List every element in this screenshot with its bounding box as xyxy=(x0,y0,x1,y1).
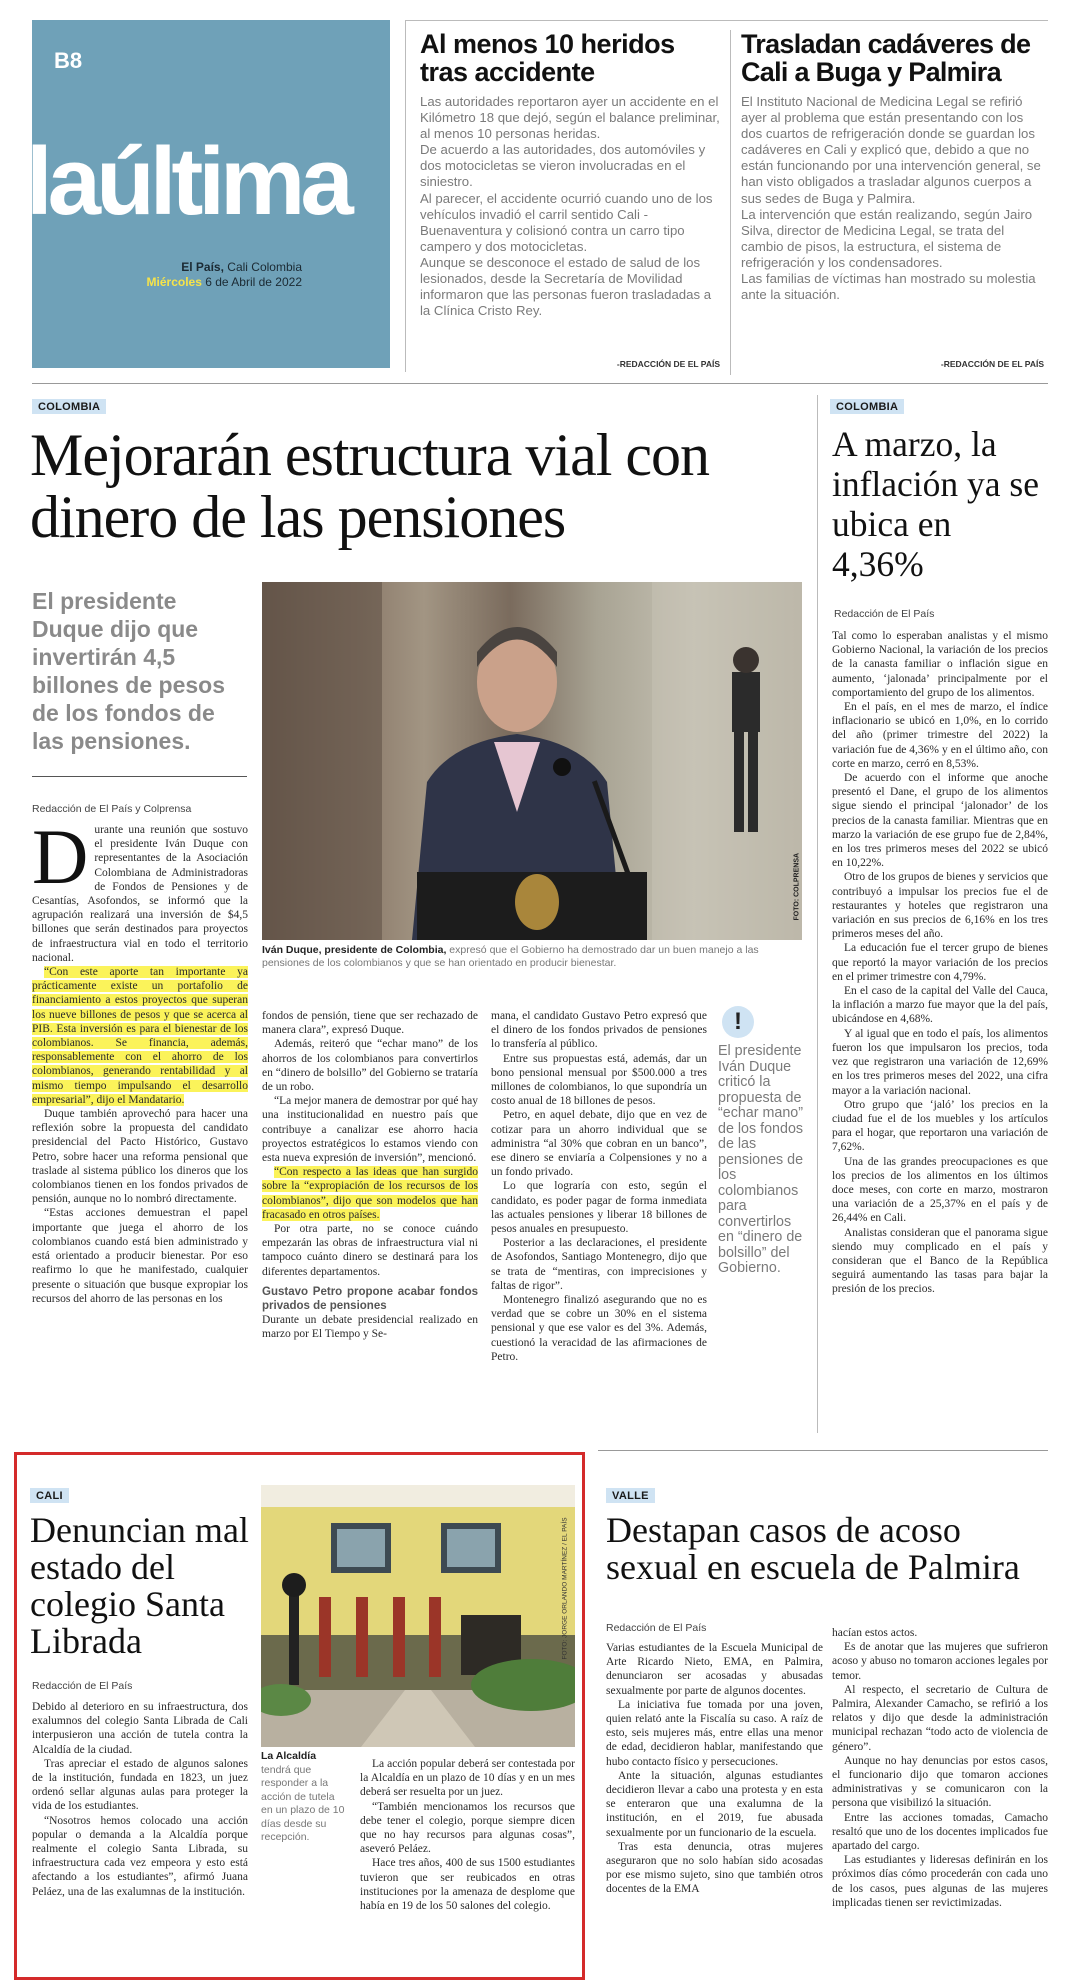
section-tag: VALLE xyxy=(606,1488,655,1503)
brief-body xyxy=(420,94,720,319)
photo-credit: FOTO: COLPRENSA xyxy=(793,852,801,921)
paragraph: Entre sus propuestas está, además, dar un bono pensional mensual por $500.000 a tres millones de colombianos, lo que supondría un costo anual de 18 billones de pesos. xyxy=(491,1052,707,1108)
paragraph: “Nosotros hemos colocado una acción popular o demanda a la Alcaldía porque realmente el colegio Santa Librada, su infraestructura cada vez empeora y esto está afectando a los estudiantes”, afirmó Juana Peláez, una de las exalumnas de la institución. xyxy=(32,1814,248,1898)
paragraph: Tras apreciar el estado de algunos salones de la institución, fundada en 1823, un juez ordenó sellar algunas aulas para proteger la vida de los estudiantes. xyxy=(32,1757,248,1813)
school-column-1 xyxy=(32,1700,248,1899)
masthead-panel xyxy=(26,20,390,368)
paragraph: Tras esta denuncia, otras mujeres aseguraron que no solo habían sido acosadas por ese mismo sujeto, sino que también otros docentes de la EMA xyxy=(606,1840,823,1896)
paragraph: La educación fue el tercer grupo de bienes que reportó la mayor variación de los precios en el primer trimestre con 4,79%. xyxy=(832,942,1048,983)
caption-text: tendrá que responder a la acción de tutela en un plazo de 10 días desde su recepción. xyxy=(261,1763,345,1843)
school-byline: Redacción de El País xyxy=(32,1680,133,1692)
paragraph: De acuerdo a las autoridades, dos automóviles y dos motocicletas se vieron involucradas en el siniestro. xyxy=(420,142,706,190)
city: Cali Colombia xyxy=(227,260,302,274)
paragraph: Varias estudiantes de la Escuela Municipal de Arte Ricardo Nieto, EMA, en Palmira, denunciaron ser acosadas y abusadas sexualmente por parte de algunos docentes. xyxy=(606,1642,823,1697)
drop-cap: D xyxy=(32,813,89,900)
paragraph: La acción popular deberá ser contestada por la Alcaldía en un plazo de 10 días y en un mes deberá ser resuelta por un juez. xyxy=(360,1758,575,1799)
main-byline: Redacción de El País y Colprensa xyxy=(32,803,192,815)
paragraph: La intervención que están realizando, según Jairo Silva, director de Medicina Legal, se trata del cambio de pisos, la estructura, el sistema de refrigeración y los condensadores. xyxy=(741,206,1033,270)
divider xyxy=(405,20,1048,21)
harassment-headline: Destapan casos de acoso sexual en escuela de Palmira xyxy=(606,1510,1020,1587)
paragraph: Otro grupo que ‘jaló’ los precios en la ciudad fue el de los muebles y los artículos para el hogar, que reportaron una variación de 7,62%. xyxy=(832,1098,1048,1154)
paragraph: Petro, en aquel debate, dijo que en vez de cotizar para un ahorro individual que se administra “al 30% que cobran en un banco”, ese dinero se enviaría a Colpensiones y no a un fondo privado. xyxy=(491,1109,707,1179)
paragraph: Y al igual que en todo el país, los alimentos fueron los que impulsaron los precios, toda vez que registraron una variación de 12,69% en los tres primeros meses del 2022, una cifra mayor a la variación nacional. xyxy=(832,1027,1048,1097)
paragraph: urante una reunión que sostuvo el presidente Iván Duque con representantes de la Asociación Colombiana de Administradoras de Fondos de Pensiones y de Cesantías, Asofondos, se informó que la agrupación realizará una inversión de $4,5 billones que serán destinados para proyectos de infraestructura vial en todo el territorio nacional. xyxy=(32,824,248,964)
divider xyxy=(730,30,731,375)
paragraph: Ante la situación, algunas estudiantes decidieron llevar a cabo una protesta y en esta se enteraron que una exalumna de la institución, en el 2019, fue abusada sexualmente por un funcionario de la escuela. xyxy=(606,1769,823,1839)
date: 6 de Abril de 2022 xyxy=(205,275,302,289)
inflation-headline: A marzo, la inflación ya se ubica en 4,36% xyxy=(832,424,1040,584)
divider xyxy=(32,383,1048,384)
pullquote xyxy=(718,1006,808,1277)
paragraph: mana, el candidato Gustavo Petro expresó que el dinero de los fondos privados de pensiones lo transfería al público. xyxy=(491,1010,707,1051)
caption-text: expresó que el Gobierno ha demostrado dar un buen manejo a las pensiones de los colombianos y que se han orientado en producir bienestar. xyxy=(262,944,759,969)
section-logo: laúltima xyxy=(26,128,349,235)
paragraph: Hace tres años, 400 de sus 1500 estudiantes tuvieron que ser reubicados en otras instituciones por la amenaza de desplome que había en 19 de los 50 salones del colegio. xyxy=(360,1857,575,1913)
paragraph: Debido al deterioro en su infraestructura, dos exalumnos del colegio Santa Librada de Cali interpusieron una acción de tutela contra la Alcaldía de la ciudad. xyxy=(32,1701,248,1756)
paragraph: Las autoridades reportaron ayer un accidente en el Kilómetro 18 que dejó, según el balance preliminar, al menos 10 personas heridas. xyxy=(420,94,720,142)
paragraph: Tal como lo esperaban analistas y el mismo Gobierno Nacional, la variación de los precios de la canasta familiar o inflación sigue en aumento, ‘jalonada’ principalmente por el comportamiento del grupo de los alimentos. xyxy=(832,630,1048,699)
paragraph: Duque también aprovechó para hacer una reflexión sobre la propuesta del candidato presidencial del Pacto Histórico, Gustavo Petro, sobre hacer una reforma pensional que traslade al sistema público los dineros que los colombianos tienen en los fondos privados de pensión, aunque no lo nombró directamente. xyxy=(32,1108,248,1206)
caption-lead: La Alcaldía xyxy=(261,1750,317,1762)
duque-photo xyxy=(262,582,802,940)
paragraph: hacían estos actos. xyxy=(832,1627,918,1639)
paragraph: “También mencionamos los recursos que debe tener el colegio, porque siempre dicen que no hay recursos para algunas cosas”, aseveró Peláez. xyxy=(360,1800,575,1856)
brief-accident xyxy=(420,30,720,319)
paragraph: Aunque no hay denuncias por estos casos, el funcionario dijo que tomaron acciones administrativas y se comunicaron con la persona que visibilizó la situación. xyxy=(832,1754,1048,1810)
paragraph: En el país, en el mes de marzo, el índice inflacionario se ubicó en 1,0%, en lo corrido del año (primer trimestre del 2022) la variación fue de 4,36% y en el último año, con corte en marzo, cerró en 8,53%. xyxy=(832,701,1048,770)
paragraph: Posterior a las declaraciones, el presidente de Asofondos, Santiago Montenegro, dijo que se trata de “mentiras, con imprecisiones y faltas de rigor”. xyxy=(491,1237,707,1292)
main-column-3 xyxy=(491,1009,707,1364)
caption-lead: Iván Duque, presidente de Colombia, xyxy=(262,944,447,956)
inflation-byline: Redacción de El País xyxy=(834,608,935,620)
harassment-column-1 xyxy=(606,1641,823,1897)
paragraph: Al respecto, el secretario de Cultura de Palmira, Alexander Camacho, se refirió a los relatos y dijo que desde la administración municipal rechazan “todo acto de violencia de género”. xyxy=(832,1683,1048,1753)
main-deck: El presidente Duque dijo que invertirán 4,5 billones de pesos de los fondos de las pensiones. xyxy=(32,588,225,754)
school-headline: Denuncian mal estado del colegio Santa Librada xyxy=(30,1510,249,1661)
paragraph: Otro de los grupos de bienes y servicios que contribuyó a impulsar los precios fue el de restaurantes y hoteles que registraron una variación en sus precios de 6,16% en los tres primeros meses del año. xyxy=(832,871,1048,941)
exclamation-icon: ! xyxy=(722,1006,754,1038)
weekday: Miércoles xyxy=(146,275,202,289)
brief-body xyxy=(741,94,1047,303)
paragraph: La iniciativa fue tomada por una joven, quien relató ante la Fiscalía su caso. A raíz de esto, seis mujeres más, entre ellas una menor de edad, decidieron hablar, manifestando que hubo contacto físico y persecuciones. xyxy=(606,1698,823,1768)
paragraph: Una de las grandes preocupaciones es que los precios de los alimentos en los últimos doce meses, con corte en marzo, mostraron una variación de a 25,37% en el país y de 26,44% en Cali. xyxy=(832,1155,1048,1225)
main-column-1 xyxy=(32,813,248,1306)
pullquote-text: El presidente Iván Duque criticó la propuesta de “echar mano” de los fondos de las pensiones de los colombianos para convertirlos en “dinero de bolsillo” del Gobierno. xyxy=(718,1043,804,1276)
paragraph: Aunque se desconoce el estado de salud de los lesionados, desde la Secretaría de Movilidad informaron que las personas fueron trasladadas a la Clínica Cristo Rey. xyxy=(420,254,712,319)
brief-title: Al menos 10 heridos tras accidente xyxy=(420,29,675,87)
section-tag: CALI xyxy=(30,1488,69,1503)
paragraph: Analistas consideran que el panorama sigue siendo muy complicado en el país y consideran que el Banco de la República seguirá aumentando las tasas para bajar la presión de los precios. xyxy=(832,1226,1048,1296)
section-tag: COLOMBIA xyxy=(32,399,106,414)
paragraph: Lo que lograría con esto, según el candidato, es poder pagar de forma inmediata las actuales pensiones y liberar 18 billones de pesos anuales en presupuesto. xyxy=(491,1180,707,1236)
brief-credit: -REDACCIÓN DE EL PAÍS xyxy=(940,359,1044,369)
paragraph: Además, reiteró que “echar mano” de los ahorros de los colombianos para convertirlos en “dinero de bolsillo” del Gobierno se trataría de un robo. xyxy=(262,1038,478,1094)
photo-credit: FOTO: JORGE ORLANDO MARTÍNEZ / EL PAÍS xyxy=(561,1517,569,1660)
photo-caption xyxy=(262,944,802,970)
subhead: Gustavo Petro propone acabar fondos privados de pensiones xyxy=(262,1285,478,1313)
paragraph: El Instituto Nacional de Medicina Legal se refirió ayer al problema que están presentando con los dos cuartos de refrigeración donde se guardan los cadáveres en Cali y explicó que, debido a que no están funcionando por una intervención general, se han visto obligados a trasladar algunos cuerpos a sus sedes de Buga y Palmira. xyxy=(741,94,1041,206)
section-tag: COLOMBIA xyxy=(830,399,904,414)
school-column-2 xyxy=(360,1757,575,1913)
paragraph: Por otra parte, no se conoce cuándo empezarán las obras de infraestructura vial ni tampoco cuánto dinero se destinará para los diferentes departamentos. xyxy=(262,1223,478,1278)
divider xyxy=(598,1450,1048,1451)
brief-credit: -REDACCIÓN DE EL PAÍS xyxy=(616,359,720,369)
paragraph: “Estas acciones demuestran el papel importante que juega el ahorro de los colombianos cuando está bien administrado y está orientado a producir bienestar. Por eso reafirmo lo que he manifestado, cualquier presente o situación que busque expropiar los recursos del ahorro de las personas en los xyxy=(32,1207,248,1305)
quote-highlight: “Con este aporte tan importante ya prácticamente existe un portafolio de financiamiento a estos proyectos que superan los nueve billones de pesos y que se acerca al PIB. Esta inversión es para el bienestar de los colombianos. Se financia, además, responsablemente con el ahorro de los colombianos, generando rentabilidad y al mismo tiempo impulsando el desarrollo empresarial”, dijo el Mandatario. xyxy=(32,966,248,1106)
inflation-body xyxy=(832,629,1048,1297)
paragraph: “La mejor manera de demostrar por qué hay una institucionalidad en nuestro país que contribuye a canalizar ese ahorro hacia proyectos estratégicos lo estamos viendo con esta nueva expresión de inversión”, mencionó. xyxy=(262,1095,478,1165)
publication-name: El País, xyxy=(181,260,224,274)
page-number: B8 xyxy=(54,48,83,73)
photo-caption xyxy=(261,1750,345,1845)
main-column-2 xyxy=(262,1009,478,1342)
brief-title: Trasladan cadáveres de Cali a Buga y Palmira xyxy=(741,29,1031,87)
paragraph: En el caso de la capital del Valle del Cauca, la inflación a marzo fue mayor que la del país, ubicándose en 4,68%. xyxy=(832,985,1048,1026)
divider xyxy=(32,776,247,777)
paragraph: Montenegro finalizó asegurando que no es verdad que se cobre un 30% en el sistema pensional y que ese valor es del 3%. Además, cuestionó la veracidad de las afirmaciones de Petro. xyxy=(491,1294,707,1363)
divider xyxy=(405,20,406,372)
paragraph: Durante un debate presidencial realizado en marzo por El Tiempo y Se- xyxy=(262,1314,478,1341)
harassment-column-2 xyxy=(832,1626,1048,1910)
paragraph: Las estudiantes y lideresas definirán en los próximos días cómo procederán con cada uno de los casos, pues algunas de las mujeres implicadas tienen ser revictimizadas. xyxy=(832,1854,1048,1909)
main-headline: Mejorarán estructura vial con dinero de las pensiones xyxy=(30,422,710,550)
paragraph: Entre las acciones tomadas, Camacho resaltó que uno de los docentes implicados fue apartado del cargo. xyxy=(832,1811,1048,1853)
divider xyxy=(817,395,818,1433)
quote-highlight: “Con respecto a las ideas que han surgido sobre la “expropiación de los recursos de los colombianos”, dijo que son modelos que han fracasado en otros países. xyxy=(262,1166,478,1221)
paragraph: De acuerdo con el informe que anoche presentó el Dane, el grupo de los alimentos sigue siendo el principal ‘jalonador’ de los precios de la canasta familiar. Mientras que en marzo la variación de ese grupo fue de 2,84%, en los tres primeros meses del 2022 se ubicó en 10,22%. xyxy=(832,772,1048,870)
paragraph: Las familias de víctimas han mostrado su molestia ante la situación. xyxy=(741,271,1036,303)
paragraph: fondos de pensión, tiene que ser rechazado de manera clara”, expresó Duque. xyxy=(262,1010,478,1037)
harassment-byline: Redacción de El País xyxy=(606,1622,707,1634)
masthead-dateline xyxy=(147,260,302,290)
school-photo xyxy=(261,1485,575,1747)
paragraph: Es de anotar que las mujeres que sufrieron acoso y abuso no tomaron acciones legales por temor. xyxy=(832,1641,1048,1682)
paragraph: Al parecer, el accidente ocurrió cuando uno de los vehículos invadió el carril sentido Cali - Buenaventura y colisionó contra un carro tipo campero y dos motocicletas. xyxy=(420,190,713,254)
brief-bodies xyxy=(741,30,1047,303)
